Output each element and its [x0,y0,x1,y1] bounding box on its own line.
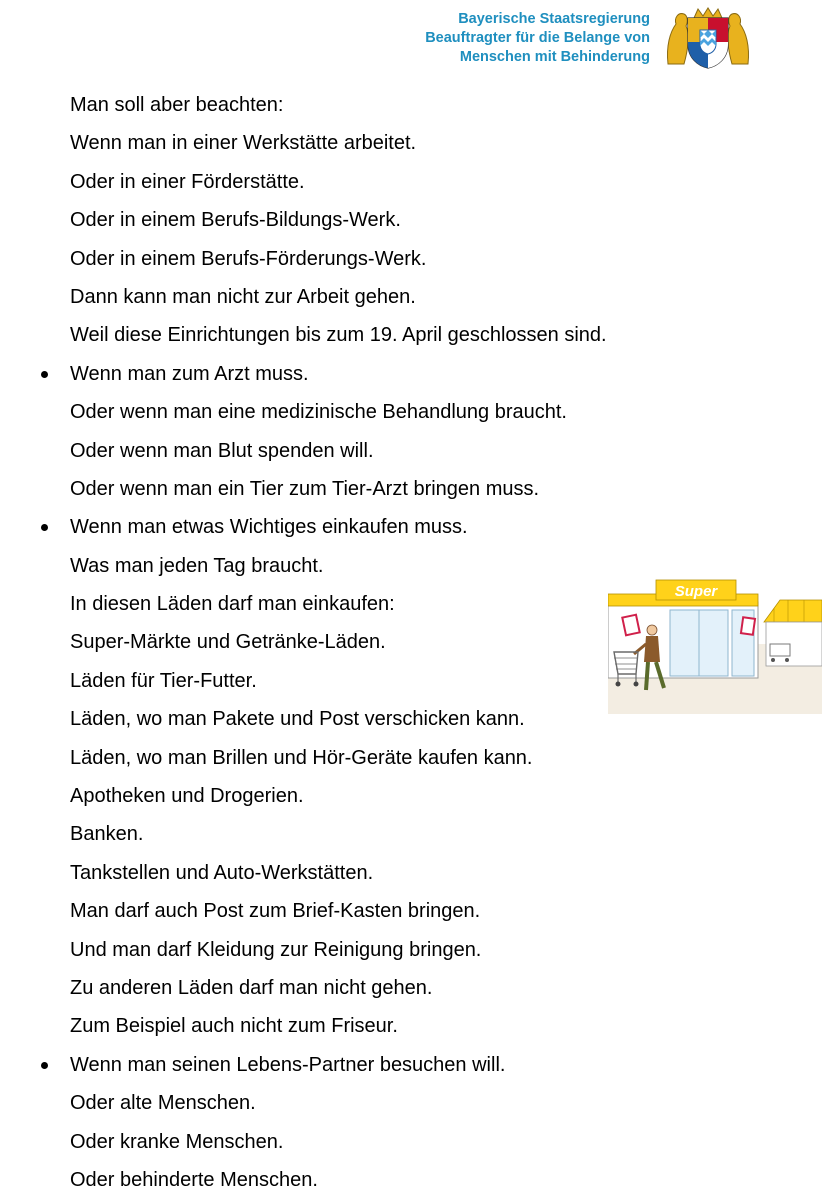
line-text: Wenn man in einer Werkstätte arbeitet. [70,132,417,155]
line-text: Wenn man zum Arzt muss. [70,362,309,385]
text-line [0,739,822,777]
shop-sign-text: Super [674,583,718,600]
bullet-icon [41,1062,48,1069]
bullet-item [0,355,822,393]
text-line [0,124,822,162]
line-text: Weil diese Einrichtungen bis zum 19. April geschlossen sind. [70,324,607,347]
line-text: Apotheken und Drogerien. [70,785,304,808]
text-line [0,1007,822,1045]
line-text: In diesen Läden darf man einkaufen: [70,593,395,616]
line-text: Dann kann man nicht zur Arbeit gehen. [70,285,416,308]
text-line [0,854,822,892]
text-line [0,240,822,278]
line-text: Tankstellen und Auto-Werkstätten. [70,861,374,884]
text-line [0,777,822,815]
line-text: Oder in einem Berufs-Bildungs-Werk. [70,209,401,232]
line-text: Oder kranke Menschen. [70,1130,284,1153]
text-line [0,931,822,969]
supermarket-illustration [608,578,822,714]
text-line [0,278,822,316]
text-line [0,470,822,508]
bullet-icon [41,371,48,378]
line-text: Man darf auch Post zum Brief-Kasten bringen. [70,900,481,923]
text-line [0,815,822,853]
line-text: Zum Beispiel auch nicht zum Friseur. [70,1015,398,1038]
header-line-2: Beauftragter für die Belange von [425,30,650,46]
line-text: Zu anderen Läden darf man nicht gehen. [70,976,433,999]
line-text: Oder in einer Förderstätte. [70,170,305,193]
line-text: Banken. [70,823,144,846]
text-line [0,393,822,431]
bullet-item [0,1046,822,1084]
line-text: Läden, wo man Brillen und Hör-Geräte kaufen kann. [70,746,533,769]
line-text: Oder wenn man eine medizinische Behandlung braucht. [70,401,567,424]
header-line-3: Menschen mit Behinderung [459,49,650,65]
line-text: Läden für Tier-Futter. [70,669,257,692]
text-line [0,316,822,354]
text-line [0,1123,822,1161]
line-text: Oder behinderte Menschen. [70,1168,318,1191]
text-line [0,969,822,1007]
line-text: Wenn man seinen Lebens-Partner besuchen will. [70,1053,506,1076]
text-line [0,432,822,470]
line-text: Oder wenn man ein Tier zum Tier-Arzt bringen muss. [70,477,540,500]
text-line [0,86,822,124]
line-text: Wenn man etwas Wichtiges einkaufen muss. [70,516,468,539]
text-line [0,1161,822,1199]
header-line-1: Bayerische Staatsregierung [458,11,650,27]
bullet-item [0,508,822,546]
text-line [0,1084,822,1122]
institution-name [425,10,650,67]
line-text: Oder in einem Berufs-Förderungs-Werk. [70,247,427,270]
page-header [0,0,822,80]
text-line [0,892,822,930]
line-text: Oder alte Menschen. [70,1092,256,1115]
text-line [0,163,822,201]
line-text: Und man darf Kleidung zur Reinigung bringen. [70,938,482,961]
text-line [0,201,822,239]
bavarian-coat-of-arms-icon [662,6,754,70]
line-text: Läden, wo man Pakete und Post verschicken kann. [70,708,525,731]
bullet-icon [41,524,48,531]
line-text: Was man jeden Tag braucht. [70,554,324,577]
line-text: Man soll aber beachten: [70,94,284,116]
line-text: Super-Märkte und Getränke-Läden. [70,631,386,654]
line-text: Oder wenn man Blut spenden will. [70,439,374,462]
